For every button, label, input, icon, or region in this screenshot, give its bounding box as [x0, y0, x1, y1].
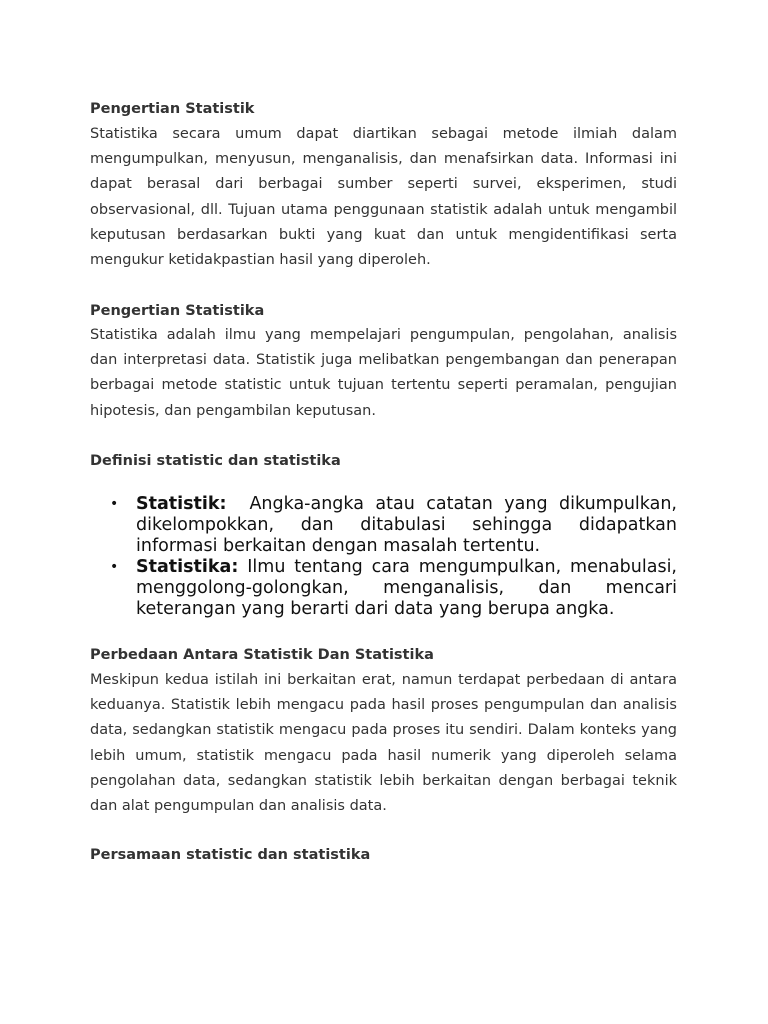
bullet-marker: •: [110, 496, 119, 512]
definition-text: Angka-angka atau catatan yang dikumpulkan, dikelompokkan, dan ditabulasi sehingga didapatkan informasi berkaitan dengan masalah tertentu.: [136, 494, 677, 556]
bullet-marker: •: [110, 559, 119, 575]
section-heading-definisi: Definisi statistic dan statistika: [90, 453, 341, 469]
section-paragraph-pengertian-statistika: Statistika adalah ilmu yang mempelajari pengumpulan, pengolahan, analisis dan interpretasi data. Statistik juga melibatkan pengembangan dan penerapan berbagai metode statistic untuk tujuan tertentu seperti peramalan, pengujian hipotesis, dan pengambilan keputusan.: [90, 327, 677, 419]
definition-term: Statistika:: [136, 557, 239, 577]
section-paragraph-perbedaan: Meskipun kedua istilah ini berkaitan erat, namun terdapat perbedaan di antara keduanya. Statistik lebih mengacu pada hasil proses pengumpulan dan analisis data, sedangkan statistik mengacu pada proses itu sendiri. Dalam konteks yang lebih umum, statistik mengacu pada hasil numerik yang diperoleh selama pengolahan data, sedangkan statistik lebih berkaitan dengan berbagai teknik dan alat pengumpulan dan analisis data.: [90, 672, 677, 815]
section-heading-persamaan: Persamaan statistic dan statistika: [90, 847, 371, 863]
definition-item-statistika: [90, 557, 677, 620]
section-paragraph-pengertian-statistik: Statistika secara umum dapat diartikan sebagai metode ilmiah dalam mengumpulkan, menyusun, menganalisis, dan menafsirkan data. Informasi ini dapat berasal dari berbagai sumber seperti survei, eksperimen, studi observasional, dll. Tujuan utama penggunaan statistik adalah untuk mengambil keputusan berdasarkan bukti yang kuat dan untuk mengidentifikasi serta mengukur ketidakpastian hasil yang diperoleh.: [90, 126, 677, 269]
section-heading-pengertian-statistika: Pengertian Statistika: [90, 303, 265, 319]
definition-item-statistik: [90, 494, 677, 557]
section-heading-perbedaan: Perbedaan Antara Statistik Dan Statistika: [90, 647, 434, 663]
definition-list: [90, 494, 677, 620]
definition-text: Ilmu tentang cara mengumpulkan, menabulasi, menggolong-golongkan, menganalisis, dan mencari keterangan yang berarti dari data yang berupa angka.: [136, 557, 677, 619]
section-heading-pengertian-statistik: Pengertian Statistik: [90, 101, 255, 117]
definition-term: Statistik:: [136, 494, 227, 514]
